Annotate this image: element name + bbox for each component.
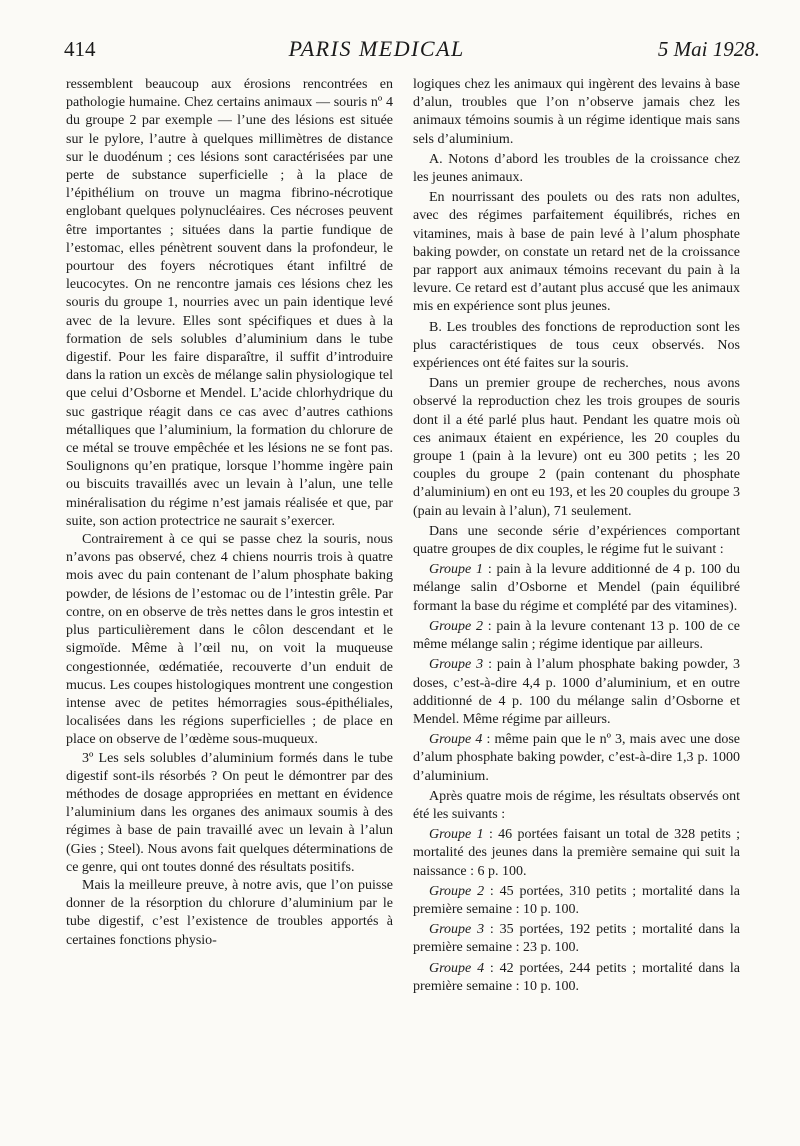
right-paragraph-4: B. Les troubles des fonctions de reproduction sont les plus caractéristiques de tous ceux observés. Nos expériences ont été faites sur la souris. — [413, 319, 740, 372]
journal-title: PARIS MEDICAL — [288, 36, 465, 61]
left-column — [66, 76, 393, 950]
left-paragraph-4: Mais la meilleure preuve, à notre avis, que l’on puisse donner de la résorption du chlorure d’aluminium par le tube digestif, c’est l’existence de troubles apportés à certaines fonctions physio- — [66, 877, 393, 948]
right-paragraph-2: A. Notons d’abord les troubles de la croissance chez les jeunes animaux. — [413, 151, 740, 186]
result-group-label: Groupe 3 — [429, 922, 485, 938]
left-paragraph-1: ressemblent beaucoup aux érosions rencontrées en pathologie humaine. Chez certains animaux — souris nº 4 du groupe 2 par exemple — l’une des lésions est située sur le pylore, l’autre à quelques millimètres de distance sur le duodénum ; ces lésions sont caractérisées par une perte de substance superficielle ; à la place de l’épithélium on trouve un magma fibrino-nécrotique englobant quelques polynucléaires. Ces nécroses peuvent être importantes ; situées dans la partie fundique de l’estomac, elles pénètrent souvent dans la profondeur, le pourtour des foyers nécrotiques étant infiltré de leucocytes. On ne rencontre jamais ces lésions chez les souris du groupe 1, nourries avec un pain identique levé avec de la levure. Elles sont spécifiques et dues à la formation de sels solubles d’aluminium dans le tube digestif. Pour les faire disparaître, il suffit d’introduire dans la ration un excès de mélange salin physiologique tel que celui d’Osborne et Mendel. L’acide chlorhydrique du suc gastrique réagit dans ce cas avec d’autres cathions métalliques que l’aluminium, la formation du chlorure de ce métal se trouve empêchée et les lésions ne se font pas. Soulignons qu’en pratique, lorsque l’homme ingère pain ou biscuits travaillés avec un levain à l’alun, une telle minéralisation du régime n’est jamais réalisée et que, par suite, son action protectrice ne saurait s’exercer. — [66, 77, 393, 529]
result-group-label: Groupe 2 — [429, 883, 485, 899]
regime-group-text: : pain à l’alum phosphate baking powder, 3 doses, c’est-à-dire 4,4 p. 1000 d’aluminium, et en outre additionné de 4 p. 100 du mélange salin d’Osborne et Mendel. Même régime par ailleurs. — [413, 657, 740, 727]
regime-group-text: : même pain que le nº 3, mais avec une dose d’alum phosphate baking powder, c’est-à-dire 1,3 p. 1000 d’aluminium. — [413, 732, 740, 784]
regime-group-2 — [413, 618, 740, 654]
regime-group-label: Groupe 2 — [429, 618, 483, 634]
page-header — [64, 36, 760, 76]
right-column — [413, 76, 740, 996]
result-group-2 — [413, 883, 740, 919]
regime-group-text: : pain à la levure contenant 13 p. 100 de ce même mélange salin ; régime identique par ailleurs. — [413, 618, 740, 653]
regime-group-label: Groupe 1 — [429, 562, 484, 578]
right-paragraph-3: En nourrissant des poulets ou des rats non adultes, avec des régimes parfaitement équilibrés, riches en vitamines, mais à base de pain levé à l’alum phosphate baking powder, on constate un retard net de la croissance par rapport aux animaux témoins recevant du pain à la levure. Ce retard est d’autant plus accusé que les animaux mis en expérience sont plus jeunes. — [413, 190, 740, 315]
result-group-text: : 46 portées faisant un total de 328 petits ; mortalité des jeunes dans la première semaine qui suit la naissance : 6 p. 100. — [413, 827, 740, 879]
regime-group-3 — [413, 656, 740, 729]
result-group-1 — [413, 826, 740, 881]
right-paragraph-5: Dans un premier groupe de recherches, nous avons observé la reproduction chez les trois groupes de souris dont il a été parlé plus haut. Pendant les quatre mois où ces animaux étaient en expérience, les 20 couples du groupe 1 (pain à la levure) ont eu 300 petits ; les 20 couples du groupe 2 (pain contenant du phosphate d’aluminium) en ont eu 193, et les 20 couples du groupe 3 (pain au levain à l’alun), 71 seulement. — [413, 376, 740, 519]
result-group-label: Groupe 4 — [429, 960, 485, 976]
regime-group-label: Groupe 3 — [429, 657, 484, 673]
right-paragraph-6: Dans une seconde série d’expériences comportant quatre groupes de dix couples, le régime fut le suivant : — [413, 523, 740, 558]
right-paragraph-7: Après quatre mois de régime, les résultats observés ont été les suivants : — [413, 788, 740, 822]
result-group-text: : 35 portées, 192 petits ; mortalité dans la première semaine : 23 p. 100. — [413, 922, 740, 956]
regime-group-text: : pain à la levure additionné de 4 p. 100 du mélange salin d’Osborne et Mendel (pain équilibré formant la base du régime et complété par des vitamines). — [413, 562, 740, 614]
regime-group-1 — [413, 561, 740, 616]
regime-group-label: Groupe 4 — [429, 732, 483, 748]
left-paragraph-2: Contrairement à ce qui se passe chez la souris, nous n’avons pas observé, chez 4 chiens nourris trois à quatre mois avec du pain contenant de l’alum phosphate baking powder, de lésions de l’estomac ou de l’intestin grêle. Par contre, on en observe de très nettes dans le gros intestin et plus particulièrement dans le côlon descendant et le sigmoïde. Même à l’œil nu, on voit la muqueuse congestionnée, œdématiée, recouverte d’un enduit de mucus. Les coupes histologiques montrent une congestion intense avec de petites hémorragies sous-épithéliales, localisées dans les régions superficielles ; de place en place on observe de l’œdème sous-muqueux. — [66, 532, 393, 748]
page-number: 414 — [64, 37, 96, 61]
result-group-label: Groupe 1 — [429, 827, 484, 843]
result-group-text: : 42 portées, 244 petits ; mortalité dans la première semaine : 10 p. 100. — [413, 960, 740, 994]
result-group-4 — [413, 960, 740, 996]
left-paragraph-3: 3º Les sels solubles d’aluminium formés dans le tube digestif sont-ils résorbés ? On peut le démontrer par des méthodes de dosage appropriées en mettant en évidence l’aluminium dans les organes des animaux soumis à des régimes à base de pain travaillé avec un levain à l’alun (Gies ; Steel). Nous avons fait quelques déterminations de ce genre, qui ont toutes donné des résultats positifs. — [66, 750, 393, 875]
issue-date: 5 Mai 1928. — [657, 37, 760, 61]
result-group-3 — [413, 921, 740, 957]
result-group-text: : 45 portées, 310 petits ; mortalité dans la première semaine : 10 p. 100. — [413, 883, 740, 917]
regime-group-4 — [413, 731, 740, 786]
right-paragraph-1: logiques chez les animaux qui ingèrent des levains à base d’alun, troubles que l’on n’observe jamais chez les animaux témoins soumis à un régime identique mais sans sels d’aluminium. — [413, 77, 740, 147]
